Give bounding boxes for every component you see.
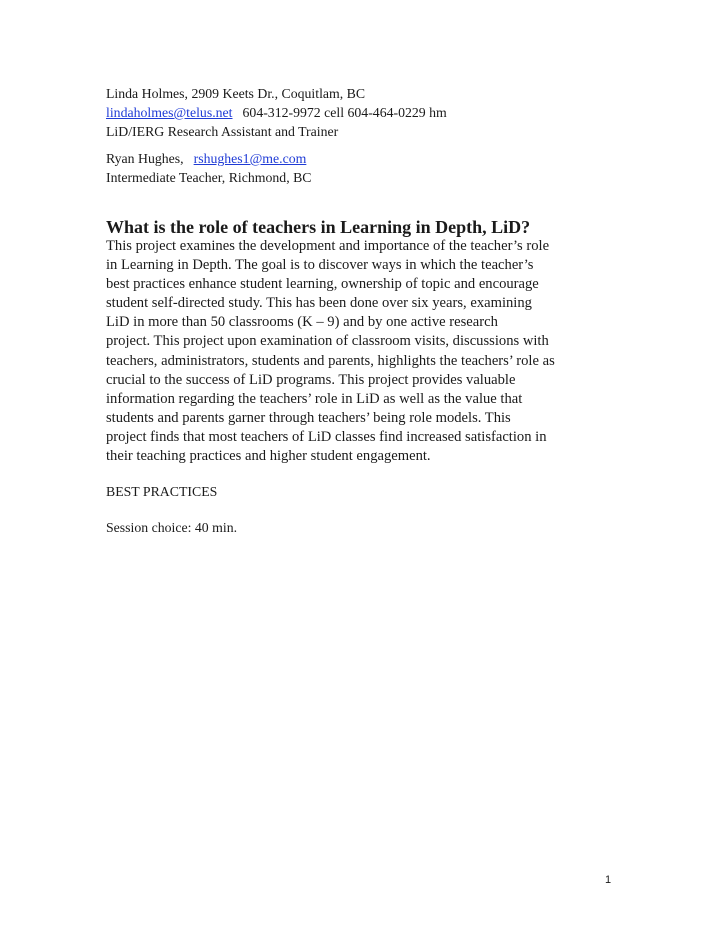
author-address-line: Linda Holmes, 2909 Keets Dr., Coquitlam, BC xyxy=(106,86,366,101)
abstract-line: their teaching practices and higher student engagement. xyxy=(106,448,431,465)
abstract-line: in Learning in Depth. The goal is to discover ways in which the teacher’s xyxy=(106,257,534,274)
abstract-line: crucial to the success of LiD programs. This project provides valuable xyxy=(106,371,516,388)
page-number: 1 xyxy=(605,874,612,886)
abstract-line: This project examines the development and importance of the teacher’s role xyxy=(106,238,550,254)
category-label: BEST PRACTICES xyxy=(106,484,218,499)
phone-numbers: 604-312-9972 cell 604-464-0229 hm xyxy=(242,105,447,120)
author-block-ryan-hughes xyxy=(106,149,312,187)
document-title: What is the role of teachers in Learning in Depth, LiD? xyxy=(106,217,531,237)
author-role: Intermediate Teacher, Richmond, BC xyxy=(106,170,312,185)
author-name: Ryan Hughes, xyxy=(106,151,184,166)
abstract-line: best practices enhance student learning, ownership of topic and encourage xyxy=(106,276,539,293)
abstract-line: LiD in more than 50 classrooms (K – 9) and by one active research xyxy=(106,314,498,331)
session-choice-label: Session choice: 40 min. xyxy=(106,520,238,535)
author-contact-line xyxy=(106,103,447,122)
abstract-line: teachers, administrators, students and parents, highlights the teachers’ role as xyxy=(106,352,555,369)
abstract-line: student self-directed study. This has been done over six years, examining xyxy=(106,295,532,312)
abstract-paragraph xyxy=(106,237,626,466)
author-block-linda-holmes xyxy=(106,84,447,141)
email-link-rshughes[interactable]: rshughes1@me.com xyxy=(193,151,307,166)
author-role: LiD/IERG Research Assistant and Trainer xyxy=(106,124,339,139)
abstract-line: information regarding the teachers’ role in LiD as well as the value that xyxy=(106,390,523,407)
abstract-line: students and parents garner through teachers’ being role models. This xyxy=(106,409,511,426)
email-link-lindaholmes[interactable]: lindaholmes@telus.net xyxy=(106,105,233,120)
author-name-line xyxy=(106,149,312,168)
abstract-line: project finds that most teachers of LiD classes find increased satisfaction in xyxy=(106,428,547,445)
abstract-line: project. This project upon examination of classroom visits, discussions with xyxy=(106,333,549,350)
